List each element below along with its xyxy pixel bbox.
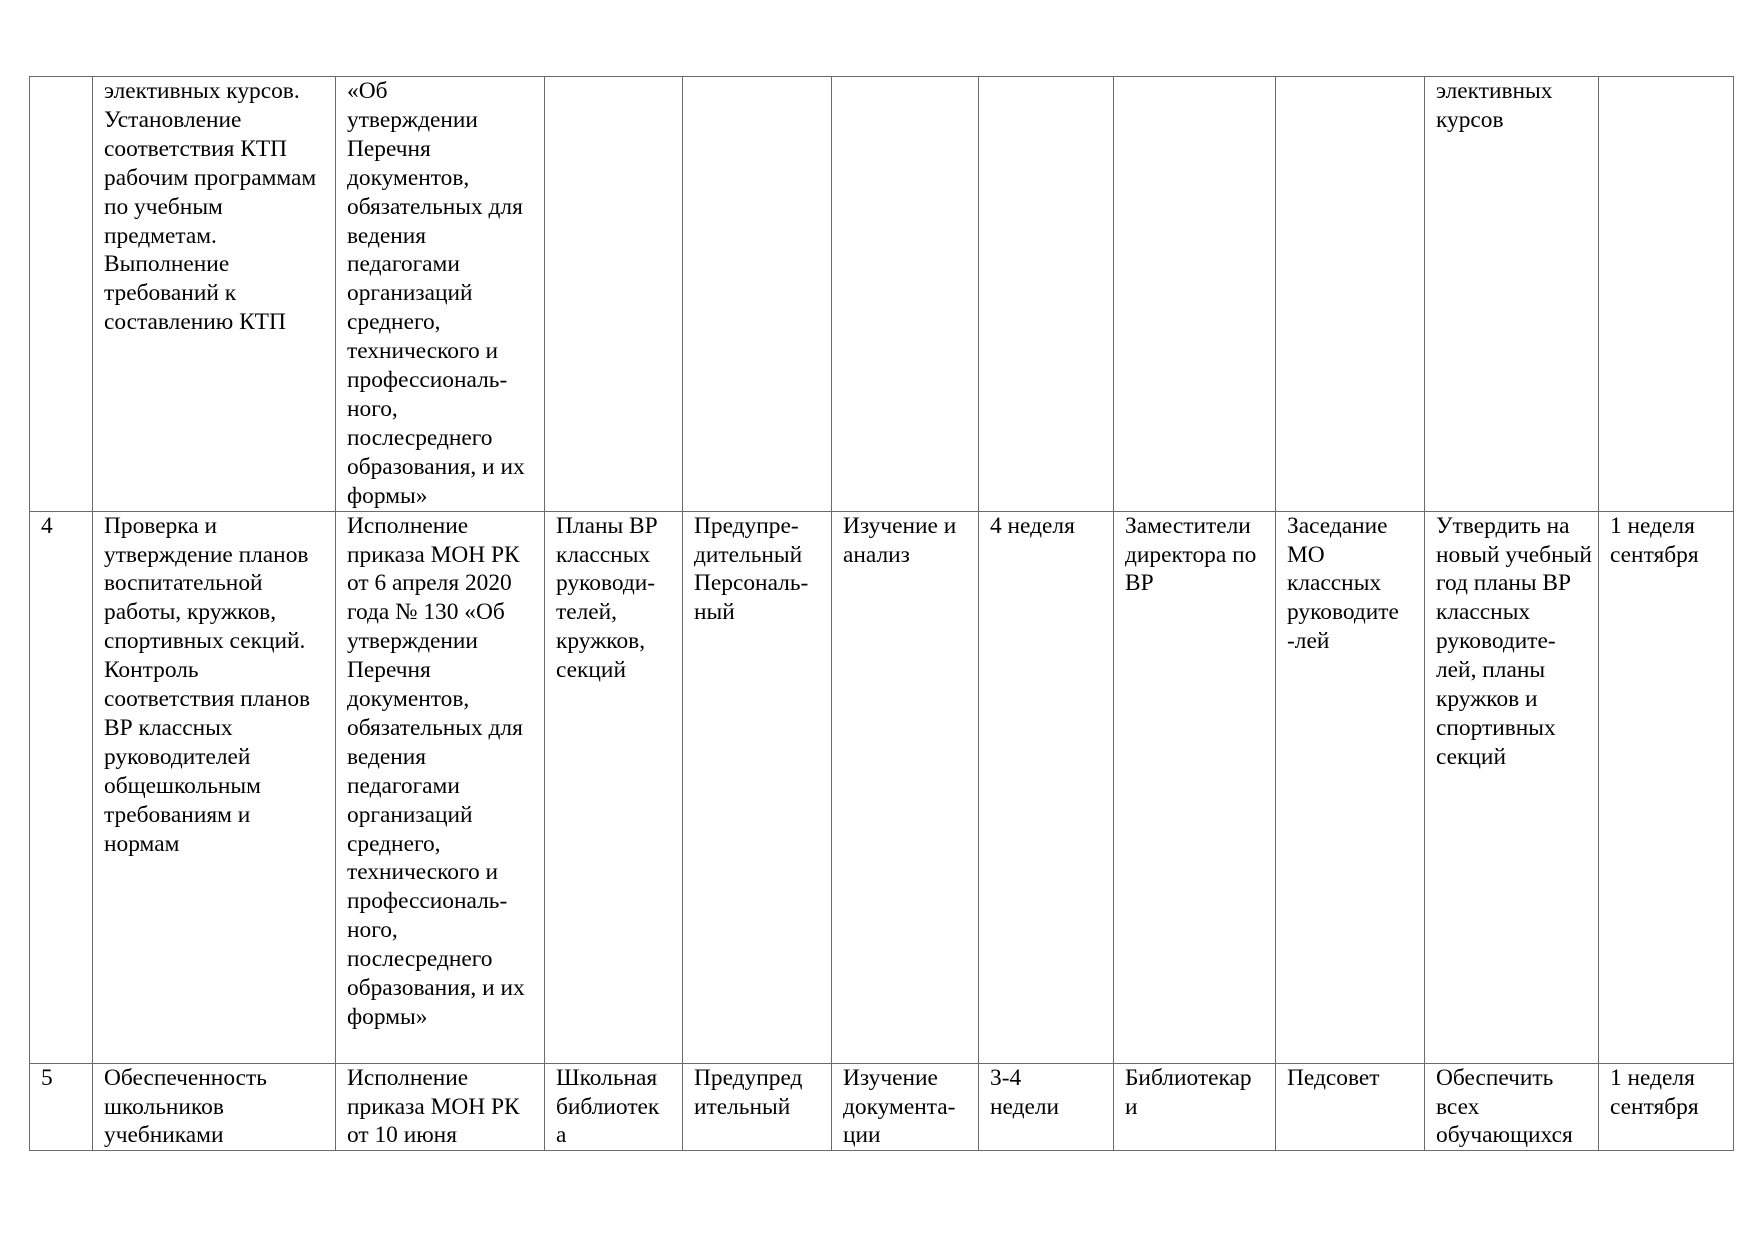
- cell-period: 3-4 недели: [979, 1063, 1114, 1151]
- control-plan-table: [29, 76, 1734, 1151]
- cell-repeat: 1 неделя сентября: [1599, 511, 1734, 1063]
- cell-object: [545, 77, 683, 512]
- cell-number: 5: [30, 1063, 93, 1151]
- cell-decision: элективных курсов: [1425, 77, 1599, 512]
- cell-decision: Утвердить на новый учебный год планы ВР классных руководите- лей, планы кружков и спортивных секций: [1425, 511, 1599, 1063]
- cell-repeat: 1 неделя сентября: [1599, 1063, 1734, 1151]
- cell-period: 4 неделя: [979, 511, 1114, 1063]
- table-row: [30, 511, 1734, 1063]
- cell-method: Изучение документа- ции: [832, 1063, 979, 1151]
- table-row: [30, 1063, 1734, 1151]
- cell-review-place: [1276, 77, 1425, 512]
- cell-method: Изучение и анализ: [832, 511, 979, 1063]
- cell-review-place: Заседание МО классных руководите -лей: [1276, 511, 1425, 1063]
- cell-basis: Исполнение приказа МОН РК от 6 апреля 2020 года № 130 «Об утверждении Перечня документов, обязательных для ведения педагогами организаций среднего, технического и профессиональ- ного, послесреднего образования, и их формы»: [336, 511, 545, 1063]
- cell-control-type: Предупред ительный: [683, 1063, 832, 1151]
- cell-number: [30, 77, 93, 512]
- cell-basis: Исполнение приказа МОН РК от 10 июня: [336, 1063, 545, 1151]
- cell-review-place: Педсовет: [1276, 1063, 1425, 1151]
- table-row: [30, 77, 1734, 512]
- cell-topic: Проверка и утверждение планов воспитательной работы, кружков, спортивных секций. Контроль соответствия планов ВР классных руководителей общешкольным требованиям и нормам: [93, 511, 336, 1063]
- cell-period: [979, 77, 1114, 512]
- cell-topic: Обеспеченность школьников учебниками: [93, 1063, 336, 1151]
- cell-responsible: Заместители директора по ВР: [1114, 511, 1276, 1063]
- cell-number: 4: [30, 511, 93, 1063]
- cell-decision: Обеспечить всех обучающихся: [1425, 1063, 1599, 1151]
- cell-control-type: Предупре- дительный Персональ- ный: [683, 511, 832, 1063]
- cell-method: [832, 77, 979, 512]
- cell-repeat: [1599, 77, 1734, 512]
- cell-responsible: Библиотекар и: [1114, 1063, 1276, 1151]
- cell-responsible: [1114, 77, 1276, 512]
- cell-topic: элективных курсов. Установление соответствия КТП рабочим программам по учебным предметам. Выполнение требований к составлению КТП: [93, 77, 336, 512]
- cell-object: Школьная библиотек а: [545, 1063, 683, 1151]
- cell-object: Планы ВР классных руководи- телей, кружков, секций: [545, 511, 683, 1063]
- cell-basis: «Об утверждении Перечня документов, обязательных для ведения педагогами организаций среднего, технического и профессиональ- ного, послесреднего образования, и их формы»: [336, 77, 545, 512]
- cell-control-type: [683, 77, 832, 512]
